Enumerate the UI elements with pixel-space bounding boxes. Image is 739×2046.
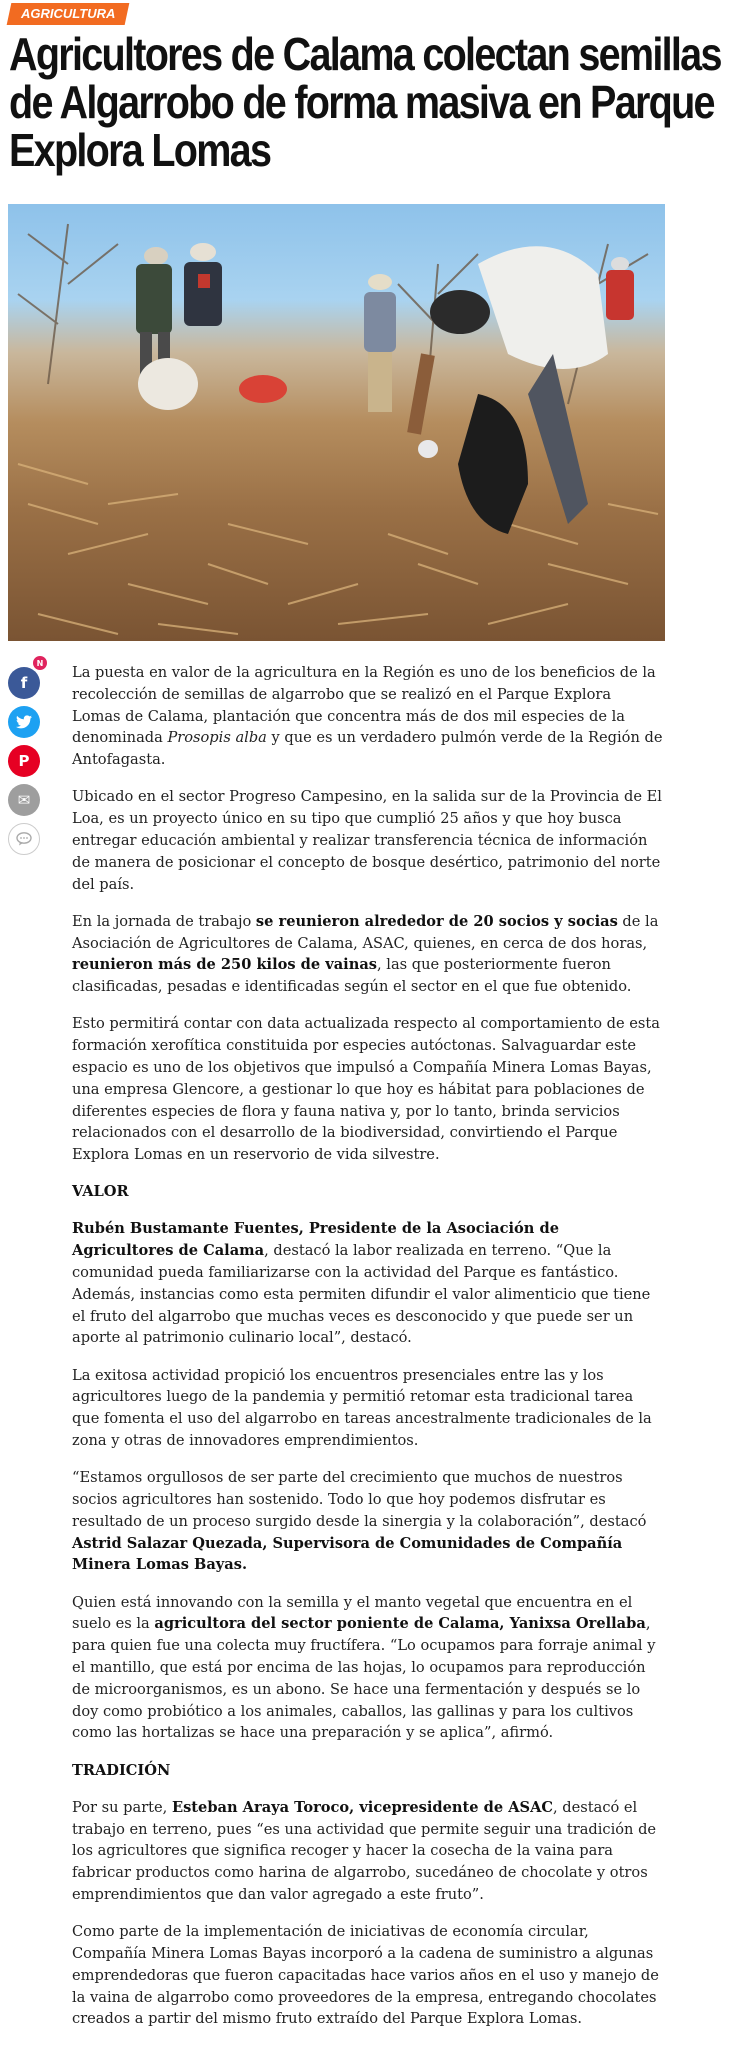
paragraph-3: En la jornada de trabajo se reunieron alrededor de 20 socios y socias de la Asociación de Agricultores de Calama, ASAC, quienes, en cerca de dos horas, reunieron más de 250 kilos de vainas, las que posteriormente fueron clasificadas, pesadas e identificadas según el sector en el que fue obtenido. (72, 912, 659, 996)
article-photo (8, 204, 665, 641)
article-headline: Agricultores de Calama colectan semillas de Algarrobo de forma masiva en Parque Explora Lomas (9, 28, 721, 176)
paragraph-5: Rubén Bustamante Fuentes, Presidente de la Asociación de Agricultores de Calama, destacó la labor realizada en terreno. “Que la comunidad pueda familiarizarse con la actividad del Parque es fantástico. Además, instancias como esta permiten difundir el valor alimenticio que tiene el fruto del algarrobo que muchas veces es desconocido y que puede ser un aporte al patrimonio culinario local”, destacó. (72, 1220, 651, 1347)
section-heading-valor: VALOR (72, 1183, 129, 1201)
facebook-share-button[interactable] (8, 667, 40, 699)
category-label: AGRICULTURA (21, 6, 116, 21)
paragraph-7: “Estamos orgullosos de ser parte del crecimiento que muchos de nuestros socios agricultores han sostenido. Todo lo que hoy podemos disfrutar es resultado de un proceso surgido desde la sinergia y la colaboración”, destacó Astrid Salazar Quezada, Supervisora de Comunidades de Compañía Minera Lomas Bayas. (72, 1469, 647, 1574)
paragraph-1: La puesta en valor de la agricultura en la Región es uno de los beneficios de la recolección de semillas de algarrobo que se realizó en el Parque Explora Lomas de Calama, plantación que concentra más de dos mil especies de la denominada Prosopis alba y que es un verdadero pulmón verde de la Región de Antofagasta. (72, 664, 663, 769)
paragraph-9: Por su parte, Esteban Araya Toroco, vicepresidente de ASAC, destacó el trabajo en terreno, pues “es una actividad que permite seguir una tradición de los agricultores que significa recoger y hacer la cosecha de la vaina para fabricar productos como harina de algarrobo, sucedáneo de chocolate y otros emprendimientos que dan valor agregado a este fruto”. (72, 1798, 657, 1903)
pinterest-icon: P (18, 752, 30, 770)
comment-button[interactable] (8, 823, 40, 855)
email-icon: ✉ (17, 791, 31, 809)
paragraph-4: Esto permitirá contar con data actualizada respecto al comportamiento de esta formación xerofítica constituida por especies autóctonas. Salvaguardar este espacio es uno de los objetivos que impulsó a Compañía Minera Lomas Bayas, una empresa Glencore, a gestionar lo que hoy es hábitat para poblaciones de diferentes especies de flora y fauna nativa y, por lo tanto, brinda servicios relacionados con el desarrollo de la biodiversidad, convirtiendo el Parque Explora Lomas en un reservorio de vida silvestre. (72, 1015, 660, 1164)
paragraph-8: Quien está innovando con la semilla y el manto vegetal que encuentra en el suelo es la agricultora del sector poniente de Calama, Yanixsa Orellaba, para quien fue una colecta muy fructífera. “Lo ocupamos para forraje animal y el mantillo, que está por encima de las hojas, lo ocupamos para reproducción de microorganismos, es un abono. Se hace una fermentación y después se lo doy como probiótico a los animales, caballos, las gallinas y para los cultivos como las hortalizas se hace una preparación y se aplica”, afirmó. (72, 1593, 656, 1742)
comment-icon (16, 832, 32, 846)
email-share-button[interactable] (8, 784, 40, 816)
twitter-icon (16, 715, 32, 729)
paragraph-6: La exitosa actividad propició los encuentros presenciales entre las y los agricultores luego de la pandemia y permitió retomar esta tradicional tarea que fomenta el uso del algarrobo en tareas ancestralmente tradicionales de la zona y otras de innovadores emprendimientos. (72, 1366, 652, 1450)
facebook-icon: f (20, 674, 28, 692)
twitter-share-button[interactable] (8, 706, 40, 738)
paragraph-2: Ubicado en el sector Progreso Campesino, en la salida sur de la Provincia de El Loa, es un proyecto único en su tipo que cumplió 25 años y que hoy busca entregar educación ambiental y realizar transferencia técnica de información de manera de posicionar el concepto de bosque desértico, patrimonio del norte del país. (72, 788, 662, 893)
notification-badge: N (32, 655, 48, 671)
section-heading-tradicion: TRADICIÓN (72, 1761, 171, 1779)
article-body (72, 662, 664, 2046)
pinterest-share-button[interactable] (8, 745, 40, 777)
photo-algarrobo-seed-collection (8, 204, 665, 641)
category-tag[interactable] (7, 3, 130, 25)
paragraph-10: Como parte de la implementación de iniciativas de economía circular, Compañía Minera Lomas Bayas incorporó a la cadena de suministro a algunas emprendedoras que fueron capacitadas hace varios años en el uso y manejo de la vaina de algarrobo como proveedores de la empresa, entregando chocolates creados a partir del mismo fruto extraído del Parque Explora Lomas. (72, 1923, 659, 2028)
